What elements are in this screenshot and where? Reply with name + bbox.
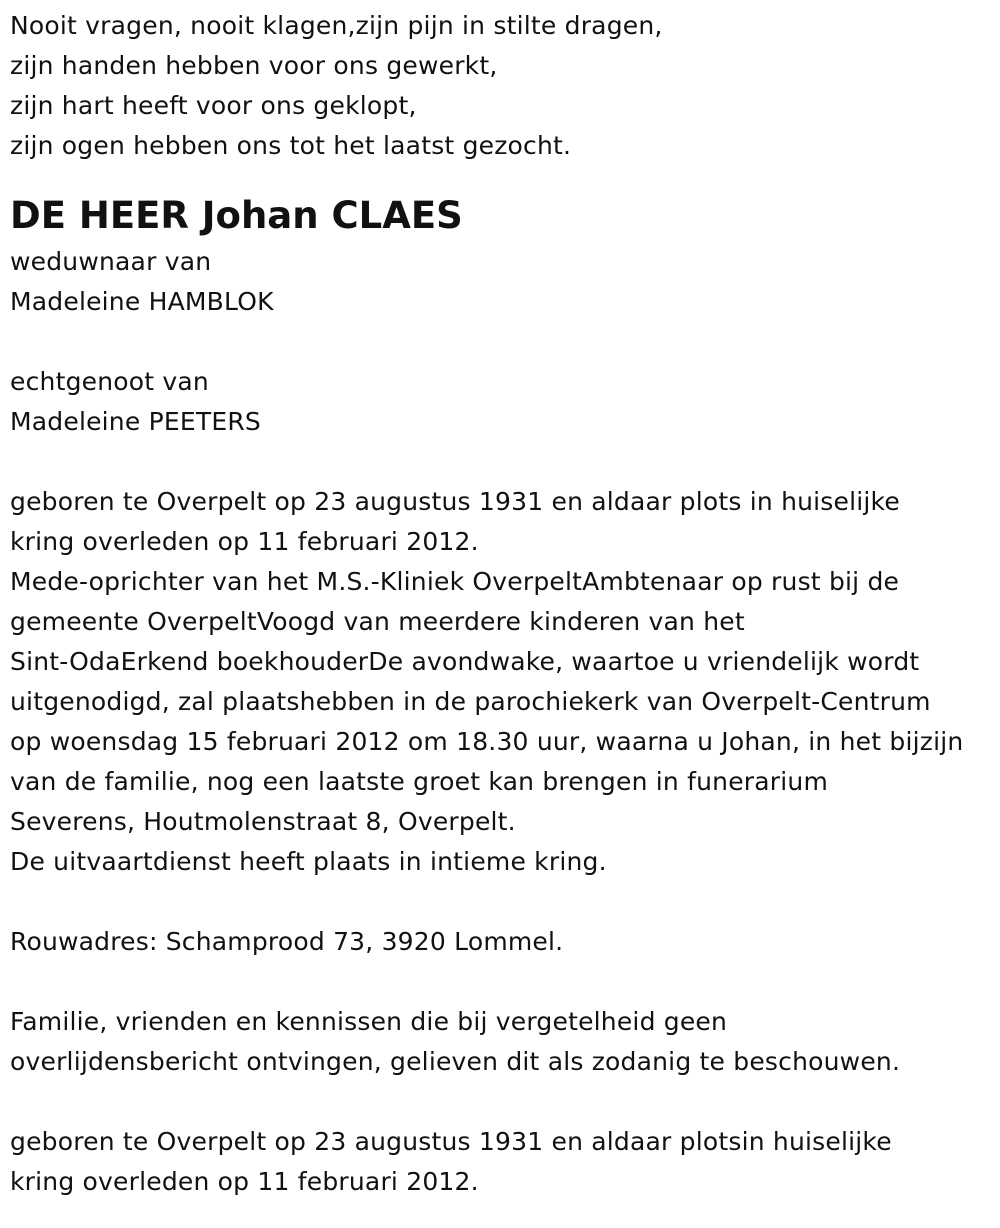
body-line: uitgenodigd, zal plaatshebben in de parochiekerk van Overpelt-Centrum [10,687,931,716]
notice-line: overlijdensbericht ontvingen, gelieven dit als zodanig te beschouwen. [10,1047,901,1076]
deceased-name: DE HEER Johan CLAES [10,194,463,237]
widower-name: Madeleine HAMBLOK [10,287,274,316]
body-line: van de familie, nog een laatste groet kan brengen in funerarium [10,767,829,796]
repeat-line: kring overleden op 11 februari 2012. [10,1167,479,1196]
body-line: kring overleden op 11 februari 2012. [10,527,479,556]
widower-section [10,242,995,322]
body-line: gemeente OverpeltVoogd van meerdere kinderen van het [10,607,745,636]
repeat-line: geboren te Overpelt op 23 augustus 1931 en aldaar plotsin huiselijke [10,1127,892,1156]
poem [10,6,995,166]
poem-line: zijn hart heeft voor ons geklopt, [10,91,417,120]
notice-line: Familie, vrienden en kennissen die bij vergetelheid geen [10,1007,728,1036]
notice-paragraph [10,1002,995,1082]
poem-line: Nooit vragen, nooit klagen,zijn pijn in stilte dragen, [10,11,663,40]
body-line: Sint-OdaErkend boekhouderDe avondwake, waartoe u vriendelijk wordt [10,647,920,676]
body-line: De uitvaartdienst heeft plaats in intieme kring. [10,847,607,876]
body-line: Severens, Houtmolenstraat 8, Overpelt. [10,807,516,836]
body-line: geboren te Overpelt op 23 augustus 1931 en aldaar plots in huiselijke [10,487,900,516]
obituary-body [10,482,995,882]
poem-line: zijn ogen hebben ons tot het laatst gezocht. [10,131,572,160]
poem-line: zijn handen hebben voor ons gewerkt, [10,51,498,80]
spouse-section [10,362,995,442]
repeat-paragraph [10,1122,995,1202]
spouse-name: Madeleine PEETERS [10,407,261,436]
mourning-address: Rouwadres: Schamprood 73, 3920 Lommel. [10,927,564,956]
spouse-label: echtgenoot van [10,367,209,396]
obituary-notice [10,6,995,1202]
widower-label: weduwnaar van [10,247,212,276]
body-line: op woensdag 15 februari 2012 om 18.30 uur, waarna u Johan, in het bijzijn [10,727,964,756]
body-line: Mede-oprichter van het M.S.-Kliniek OverpeltAmbtenaar op rust bij de [10,567,900,596]
